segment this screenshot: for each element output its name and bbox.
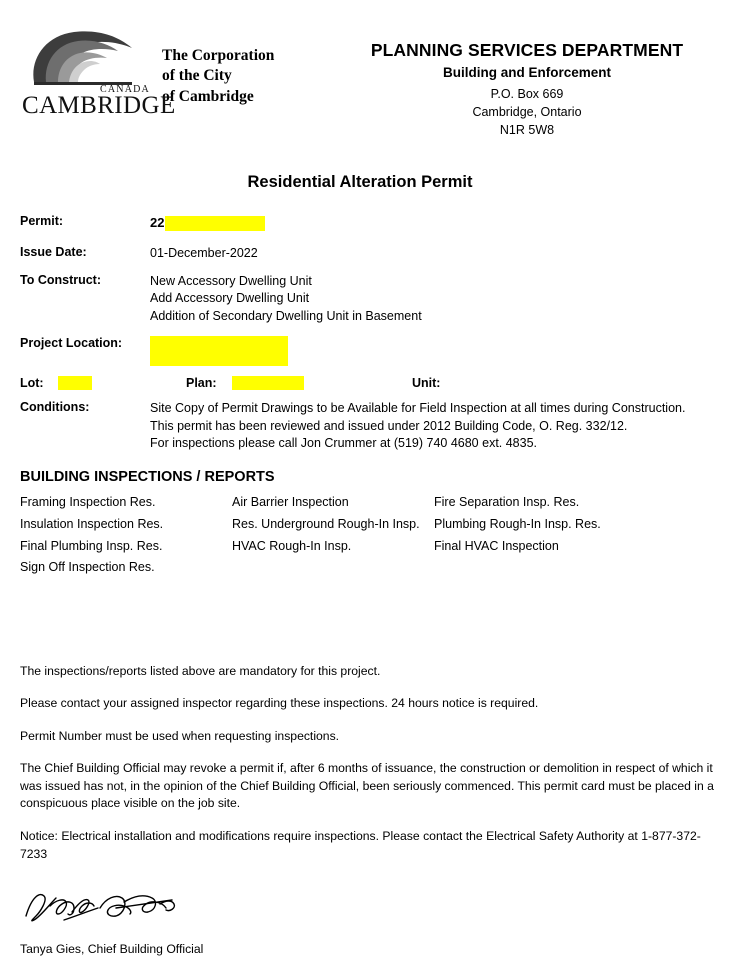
corporation-line-2: of the City (162, 67, 232, 85)
department-address (352, 85, 702, 139)
conditions-line-2: This permit has been reviewed and issued under 2012 Building Code, O. Reg. 332/12. (150, 418, 628, 433)
conditions-values (150, 400, 732, 453)
project-location-label: Project Location: (20, 335, 123, 350)
address-line-3: N1R 5W8 (499, 123, 555, 138)
plan-label: Plan: (186, 375, 217, 390)
corporation-line-3: of Cambridge (162, 87, 254, 105)
field-project-location (18, 336, 732, 366)
inspection-item: Final HVAC Inspection (434, 538, 559, 553)
issue-date-value: 01-December-2022 (150, 245, 258, 260)
permit-number-redaction (165, 216, 265, 231)
to-construct-line-1: New Accessory Dwelling Unit (150, 273, 312, 288)
inspection-row (20, 493, 732, 512)
inspection-item: HVAC Rough-In Insp. (232, 538, 352, 553)
plan-value-redaction (232, 376, 304, 390)
note-mandatory: The inspections/reports listed above are mandatory for this project. (20, 664, 381, 679)
notes-section (18, 663, 732, 863)
inspection-item: Plumbing Rough-In Insp. Res. (434, 516, 601, 531)
inspection-item: Framing Inspection Res. (20, 495, 156, 510)
unit-label: Unit: (412, 375, 441, 390)
permit-number: 22 (150, 215, 165, 231)
permit-value-row (150, 214, 732, 232)
note-permit-number: Permit Number must be used when requesting inspections. (20, 728, 340, 743)
inspection-row (20, 515, 732, 534)
inspection-item: Res. Underground Rough-In Insp. (232, 516, 420, 531)
to-construct-label: To Construct: (20, 272, 102, 287)
issue-date-label: Issue Date: (20, 244, 87, 259)
permit-label: Permit: (20, 214, 64, 229)
department-title: PLANNING SERVICES DEPARTMENT (370, 40, 684, 60)
to-construct-line-3: Addition of Secondary Dwelling Unit in Basement (150, 309, 422, 324)
permit-fields (18, 214, 732, 453)
corporation-line-1: The Corporation (162, 47, 275, 64)
inspections-heading: BUILDING INSPECTIONS / REPORTS (20, 469, 275, 486)
field-conditions (18, 400, 732, 453)
address-line-2: Cambridge, Ontario (472, 105, 582, 120)
field-issue-date (18, 245, 732, 263)
signature-image (20, 886, 190, 928)
inspections-list (18, 493, 732, 577)
note-revocation: The Chief Building Official may revoke a permit if, after 6 months of issuance, the construction or demolition in respect of which it was issued has not, in the opinion of the Chief Building Official, been seriously commenced. This permit card must be placed in a conspicuous place visible on the job site. (20, 761, 714, 811)
page-title: Residential Alteration Permit (247, 173, 473, 192)
logo-wordmark: CAMBRIDGE (22, 92, 176, 119)
inspection-item (232, 558, 434, 577)
city-logo (22, 28, 176, 128)
field-permit (18, 214, 732, 232)
inspection-row (20, 537, 732, 556)
signature-name-title: Tanya Gies, Chief Building Official (20, 941, 204, 956)
inspection-item: Sign Off Inspection Res. (20, 560, 155, 575)
inspection-item: Air Barrier Inspection (232, 495, 349, 510)
to-construct-values (150, 273, 732, 326)
field-lot-plan-unit (18, 376, 732, 390)
lot-value-redaction (58, 376, 92, 390)
project-location-value (150, 336, 732, 366)
inspection-item: Final Plumbing Insp. Res. (20, 538, 163, 553)
inspection-item: Fire Separation Insp. Res. (434, 495, 580, 510)
inspection-item (434, 558, 732, 577)
department-subtitle: Building and Enforcement (442, 65, 611, 80)
note-contact-inspector: Please contact your assigned inspector regarding these inspections. 24 hours notice is required. (20, 696, 539, 711)
inspection-item: Insulation Inspection Res. (20, 516, 164, 531)
conditions-label: Conditions: (20, 399, 90, 414)
conditions-line-1: Site Copy of Permit Drawings to be Available for Field Inspection at all times during Construction. (150, 400, 686, 415)
inspection-row (20, 558, 732, 577)
lot-label: Lot: (20, 375, 44, 390)
to-construct-line-2: Add Accessory Dwelling Unit (150, 291, 310, 306)
logo-canada-text: CANADA (100, 84, 150, 95)
project-location-redaction (150, 336, 288, 366)
department-block (352, 28, 732, 139)
note-electrical: Notice: Electrical installation and modifications require inspections. Please contact the Electrical Safety Authority at 1-877-372-7233 (20, 829, 701, 861)
conditions-line-3: For inspections please call Jon Crummer at (519) 740 4680 ext. 4835. (150, 436, 538, 451)
corporation-block (162, 28, 352, 107)
field-to-construct (18, 273, 732, 326)
signature-block (18, 886, 732, 956)
address-line-1: P.O. Box 669 (490, 87, 564, 101)
document-header (18, 28, 732, 139)
cambridge-swoosh-icon (28, 28, 138, 86)
